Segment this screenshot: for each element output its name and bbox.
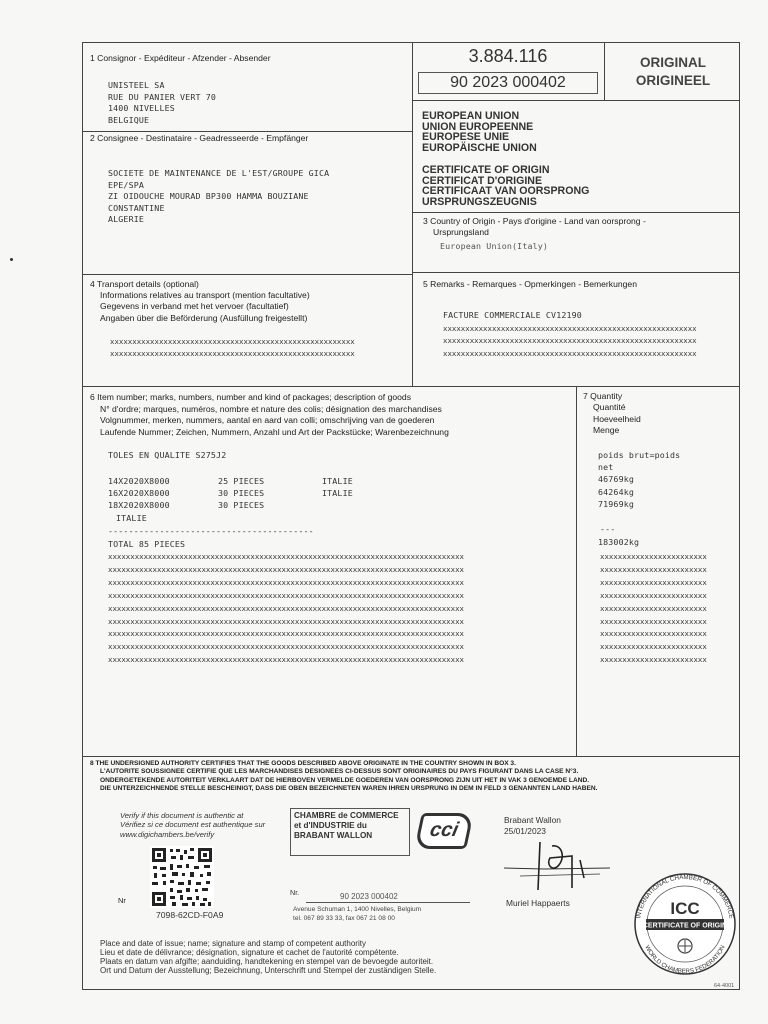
consignor-label: 1 Consignor - Expéditeur - Afzender - Absender bbox=[90, 53, 271, 63]
goods-item: 18X2020X8000 30 PIECES bbox=[108, 500, 265, 511]
filler-row: xxxxxxxxxxxxxxxxxxxxxxxxxxxxxxxxxxxxxxxxxxxxxxxxxxxxxxxxxxxxxxxxxxxxxxxxxxxxxxxx bbox=[108, 629, 464, 639]
signer-name: Muriel Happaerts bbox=[506, 898, 570, 908]
reference-number: 90 2023 000402 bbox=[418, 72, 598, 94]
remarks-filler-1: xxxxxxxxxxxxxxxxxxxxxxxxxxxxxxxxxxxxxxxxxxxxxxxxxxxxxxxxx bbox=[443, 324, 697, 333]
filler-row: xxxxxxxxxxxxxxxxxxxxxxxxxxxxxxxxxxxxxxxxxxxxxxxxxxxxxxxxxxxxxxxxxxxxxxxxxxxxxxxx bbox=[108, 564, 464, 574]
country-of-origin-value: European Union(Italy) bbox=[440, 241, 549, 251]
certificate-number: 3.884.116 bbox=[468, 46, 548, 66]
icc-ring-top: INTERNATIONAL CHAMBER OF COMMERCE bbox=[635, 873, 735, 920]
goods-total: TOTAL 85 PIECES bbox=[108, 539, 186, 549]
divider-box45 bbox=[82, 386, 740, 387]
filler-row: xxxxxxxxxxxxxxxxxxxxxxxx bbox=[600, 616, 707, 626]
goods-description-label: 6 Item number; marks, numbers, number and kind of packages; description of goods N° d'ordre; marques, numéros, nombre et nature des colis; désignation des marchandises Volgnummer, merken, nummers, aantal en aard van colli; omschrijving van de goederen Laufende Nummer; Zeichen, Nummern, Anzahl und Art der Packstücke; Warenbezeichnung bbox=[90, 392, 449, 437]
footer-instructions: Place and date of issue; name; signature and stamp of competent authority Lieu et date de délivrance; désignation, signature et cachet de l'autorité compétente. Plaats en datum van afgifte; aanduiding, handtekening en stempel van de bevoegde autoriteit. Ort und Datum der Ausstellung; Bezeichnung, Unterschrift und Stempel der zuständigen Stelle. bbox=[100, 939, 437, 975]
form-code: 64-4001 bbox=[714, 983, 735, 989]
quantity-values: poids brut=poids net 46769kg 64264kg 71969kg bbox=[598, 450, 681, 509]
filler-row: xxxxxxxxxxxxxxxxxxxxxxxx bbox=[600, 577, 707, 587]
divider-box1 bbox=[82, 131, 412, 132]
goods-separator: ---------------------------------------- bbox=[108, 526, 314, 536]
divider-box3 bbox=[412, 272, 740, 273]
filler-row: xxxxxxxxxxxxxxxxxxxxxxxxxxxxxxxxxxxxxxxxxxxxxxxxxxxxxxxxxxxxxxxxxxxxxxxxxxxxxxxx bbox=[108, 616, 464, 626]
certification-statement: 8 THE UNDERSIGNED AUTHORITY CERTIFIES THAT THE GOODS DESCRIBED ABOVE ORIGINATE IN THE COUNTRY SHOWN IN BOX 3. L'AUTORITE SOUSSIGNEE CERTIFIE QUE LES MARCHANDISES DESIGNEES CI-DESSUS SONT ORIGINAIRES DU PAYS FIGURANT DANS LA CASE N°3. ONDERGETEKENDE AUTORITEIT VERKLAART DAT DE HIERBOVEN VERMELDE GOEDEREN VAN OORSPRONG ZIJN UIT HET IN VAK 3 GENOEMDE LAND. DIE UNTERZEICHNENDE STELLE BESCHEINIGT, DASS DIE OBEN BEZEICHNETEN WAREN IHREN URSPRUNG IN DEM IN FELD 3 GENANNTEN LAND HABEN. bbox=[90, 760, 598, 792]
filler-row: xxxxxxxxxxxxxxxxxxxxxxxx bbox=[600, 603, 707, 613]
cci-logo: cci bbox=[414, 813, 474, 849]
filler-row: xxxxxxxxxxxxxxxxxxxxxxxxxxxxxxxxxxxxxxxxxxxxxxxxxxxxxxxxxxxxxxxxxxxxxxxxxxxxxxxx bbox=[108, 552, 464, 561]
quantity-label: 7 Quantity Quantité Hoeveelheid Menge bbox=[583, 391, 641, 435]
qr-code bbox=[150, 846, 214, 908]
divider-original bbox=[604, 42, 605, 100]
filler-row: xxxxxxxxxxxxxxxxxxxxxxxx bbox=[600, 552, 707, 561]
remarks-filler-3: xxxxxxxxxxxxxxxxxxxxxxxxxxxxxxxxxxxxxxxxxxxxxxxxxxxxxxxxx bbox=[443, 349, 697, 358]
quantity-total: 183002kg bbox=[598, 537, 640, 547]
quantity-separator: --- bbox=[600, 524, 616, 534]
country-of-origin-label: 3 Country of Origin - Pays d'origine - Land van oorsprong - bbox=[423, 216, 646, 226]
transport-filler-2: xxxxxxxxxxxxxxxxxxxxxxxxxxxxxxxxxxxxxxxxxxxxxxxxxxxxxxx bbox=[110, 349, 355, 358]
original-label: ORIGINAL bbox=[640, 55, 706, 70]
certificate-title-block: CERTIFICATE OF ORIGIN CERTIFICAT D'ORIGINE CERTIFICAAT VAN OORSPRONG URSPRUNGSZEUGNIS bbox=[422, 164, 590, 208]
filler-row: xxxxxxxxxxxxxxxxxxxxxxxxxxxxxxxxxxxxxxxxxxxxxxxxxxxxxxxxxxxxxxxxxxxxxxxxxxxxxxxx bbox=[108, 642, 464, 652]
divider-mid-top bbox=[412, 42, 413, 386]
filler-row: xxxxxxxxxxxxxxxxxxxxxxxx bbox=[600, 590, 707, 600]
divider-ref bbox=[412, 100, 740, 101]
divider-box67 bbox=[576, 386, 577, 756]
consignor-address: UNISTEEL SA RUE DU PANIER VERT 70 1400 NIVELLES BELGIQUE bbox=[108, 80, 217, 125]
icc-logo-text: ICC bbox=[670, 899, 700, 918]
icc-ring-bottom: WORLD CHAMBERS FEDERATION bbox=[643, 944, 727, 976]
icc-cert-band: CERTIFICATE OF ORIGIN bbox=[642, 922, 728, 930]
stamp-address: Avenue Schuman 1, 1400 Nivelles, Belgium tel. 067 89 33 33, fax 067 21 08 00 bbox=[293, 906, 422, 922]
filler-row: xxxxxxxxxxxxxxxxxxxxxxxx bbox=[600, 655, 707, 665]
filler-row: xxxxxxxxxxxxxxxxxxxxxxxxxxxxxxxxxxxxxxxxxxxxxxxxxxxxxxxxxxxxxxxxxxxxxxxxxxxxxxxx bbox=[108, 590, 464, 600]
stamp-nr-line bbox=[306, 902, 470, 903]
divider-box6 bbox=[82, 756, 740, 757]
origineel-label: ORIGINEEL bbox=[635, 73, 711, 88]
consignee-label: 2 Consignee - Destinataire - Geadresseerde - Empfänger bbox=[90, 133, 309, 143]
icc-seal bbox=[626, 872, 744, 976]
transport-details-label: 4 Transport details (optional) Informations relatives au transport (mention facultative) Gegevens in verband met het vervoer (facultatief) Angaben über die Beförderung (Ausfüllung freigestellt) bbox=[90, 279, 310, 323]
remarks-label: 5 Remarks - Remarques - Opmerkingen - Bemerkungen bbox=[423, 279, 637, 289]
goods-title: TOLES EN QUALITE S275J2 bbox=[108, 450, 227, 460]
country-of-origin-label-2: Ursprungsland bbox=[433, 227, 489, 237]
filler-row: xxxxxxxxxxxxxxxxxxxxxxxxxxxxxxxxxxxxxxxxxxxxxxxxxxxxxxxxxxxxxxxxxxxxxxxxxxxxxxxx bbox=[108, 603, 464, 613]
goods-item-list: 14X2020X8000 25 PIECES ITALIE 16X2020X8000 30 PIECES ITALIE 18X2020X8000 30 PIECES ITALIE bbox=[108, 476, 353, 523]
verify-instructions: Verify if this document is authentic at Vérifiez si ce document est authentique sur www.digichambers.be/verify bbox=[120, 811, 266, 839]
divider-eu bbox=[412, 212, 740, 213]
stamp-nr-label: Nr. bbox=[290, 888, 300, 897]
transport-filler-1: xxxxxxxxxxxxxxxxxxxxxxxxxxxxxxxxxxxxxxxxxxxxxxxxxxxxxxx bbox=[110, 337, 355, 346]
filler-row: xxxxxxxxxxxxxxxxxxxxxxxxxxxxxxxxxxxxxxxxxxxxxxxxxxxxxxxxxxxxxxxxxxxxxxxxxxxxxxxx bbox=[108, 655, 464, 665]
verification-code: 7098-62CD-F0A9 bbox=[156, 910, 224, 920]
remarks-filler-2: xxxxxxxxxxxxxxxxxxxxxxxxxxxxxxxxxxxxxxxxxxxxxxxxxxxxxxxxx bbox=[443, 336, 697, 345]
stamp-nr: 90 2023 000402 bbox=[340, 892, 398, 901]
remarks-invoice: FACTURE COMMERCIALE CV12190 bbox=[443, 310, 582, 320]
chamber-stamp bbox=[290, 808, 480, 928]
margin-dot bbox=[10, 258, 13, 261]
eu-union-block: EUROPEAN UNION UNION EUROPEENNE EUROPESE UNIE EUROPÄISCHE UNION bbox=[422, 110, 537, 154]
goods-item: 16X2020X8000 30 PIECES ITALIE bbox=[108, 488, 353, 499]
goods-item: 14X2020X8000 25 PIECES ITALIE bbox=[108, 476, 353, 486]
filler-row: xxxxxxxxxxxxxxxxxxxxxxxxxxxxxxxxxxxxxxxxxxxxxxxxxxxxxxxxxxxxxxxxxxxxxxxxxxxxxxxx bbox=[108, 577, 464, 587]
chamber-name-box: CHAMBRE de COMMERCE et d'INDUSTRIE du BRABANT WALLON bbox=[290, 808, 410, 856]
signature-mark bbox=[500, 838, 620, 896]
filler-row: xxxxxxxxxxxxxxxxxxxxxxxx bbox=[600, 642, 707, 652]
filler-row: xxxxxxxxxxxxxxxxxxxxxxxx bbox=[600, 564, 707, 574]
nr-label: Nr bbox=[118, 896, 126, 905]
consignee-address: SOCIETE DE MAINTENANCE DE L'EST/GROUPE GICA EPE/SPA ZI OIDOUCHE MOURAD BP300 HAMMA BOUZIANE CONSTANTINE ALGERIE bbox=[108, 168, 330, 224]
filler-row: xxxxxxxxxxxxxxxxxxxxxxxx bbox=[600, 629, 707, 639]
issue-place-date: Brabant Wallon 25/01/2023 bbox=[504, 815, 561, 836]
divider-box2 bbox=[82, 274, 412, 275]
